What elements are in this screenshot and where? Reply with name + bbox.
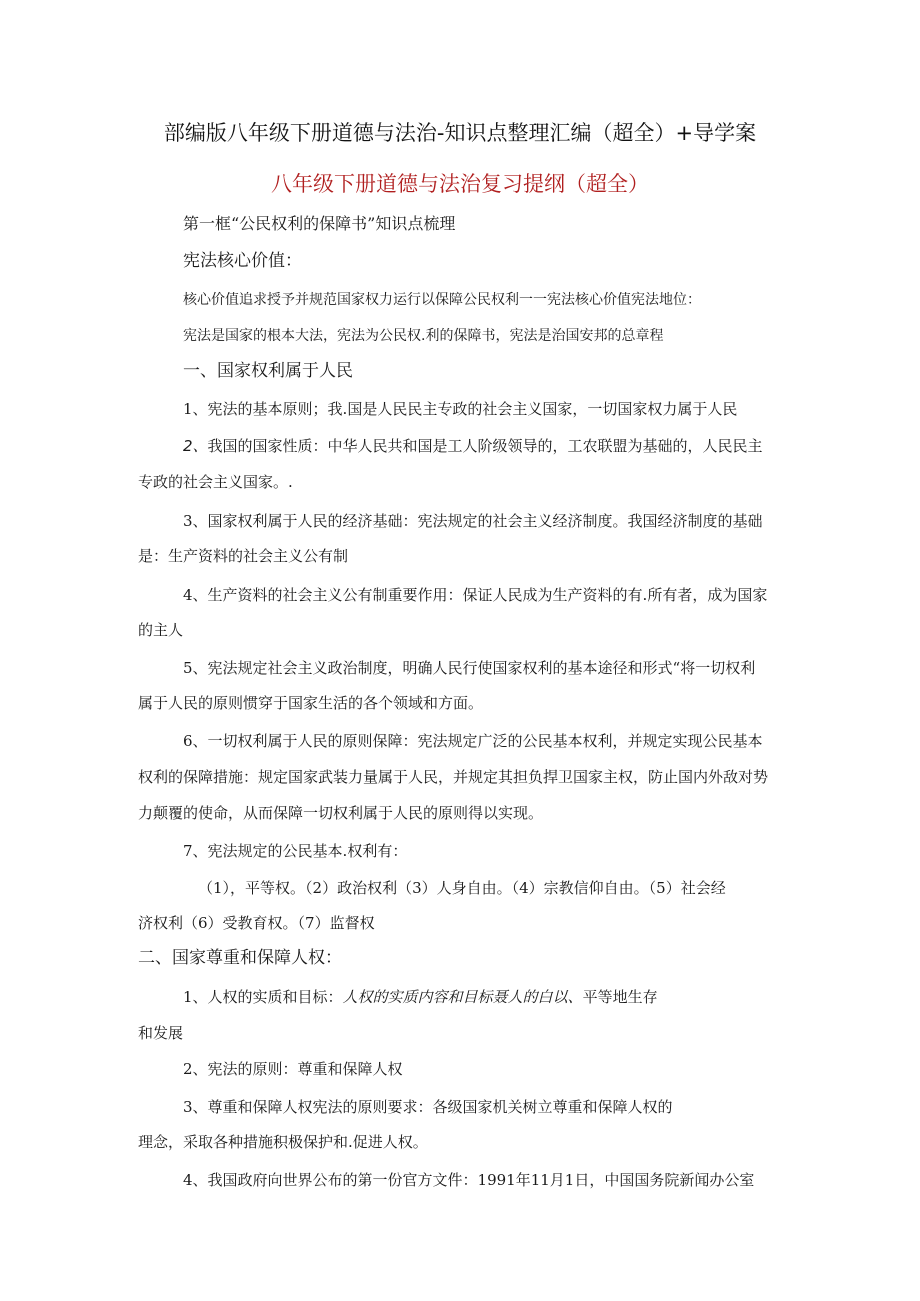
section-2-heading: 二、国家尊重和保障人权： bbox=[138, 948, 342, 968]
section-2-paragraph-1-line-1 bbox=[183, 987, 658, 1007]
sub-title: 八年级下册道德与法治复习提纲（超全） bbox=[271, 172, 649, 196]
section-2-paragraph-3-line-1: 3、尊重和保障人权宪法的原则要求：各级国家机关树立尊重和保障人权的 bbox=[183, 1098, 673, 1116]
section-1-paragraph-6-line-2: 权利的保障措施：规定国家武装力量属于人民，并规定其担负捍卫国家主权，防止国内外敌对势 bbox=[138, 768, 769, 786]
section-1-paragraph-2-line-1 bbox=[183, 436, 763, 456]
rights-list-line-2: 济权利（6）受教育权。（7）监督权 bbox=[138, 914, 375, 932]
paragraph-1-italic: 人权的实质内容和目标聂人的白以、 bbox=[342, 988, 583, 1006]
section-2-paragraph-1-line-2: 和发展 bbox=[138, 1024, 184, 1042]
core-value-text: 核心价值追求授予并规范国家权力运行以保障公民权利一一宪法核心价值宪法地位： bbox=[183, 292, 701, 308]
section-1-paragraph-2-line-2: 专政的社会主义国家。. bbox=[138, 473, 293, 491]
constitution-status-text: 宪法是国家的根本大法，宪法为公民权.利的保障书，宪法是治国安邦的总章程 bbox=[183, 328, 664, 344]
section-1-heading: 一、国家权利属于人民 bbox=[183, 361, 353, 381]
paragraph-2-number: 2、 bbox=[183, 437, 208, 455]
section-1-paragraph-5-line-1: 5、宪法规定社会主义政治制度，明确人民行使国家权利的基本途径和形式“将一切权利 bbox=[183, 659, 756, 677]
framework-heading: 第一框“公民权利的保障书”知识点梳理 bbox=[183, 214, 456, 233]
paragraph-2-text: 我国的国家性质：中华人民共和国是工人阶级领导的，工农联盟为基础的，人民民主 bbox=[207, 437, 763, 455]
paragraph-1-suffix: 平等地生存 bbox=[582, 988, 658, 1006]
section-2-paragraph-3-line-2: 理念，采取各种措施积极保护和.促进人权。 bbox=[138, 1133, 428, 1151]
core-value-heading: 宪法核心价值： bbox=[183, 251, 302, 271]
section-1-paragraph-6-line-1: 6、一切权利属于人民的原则保障：宪法规定广泛的公民基本权利，并规定实现公民基本 bbox=[183, 732, 763, 750]
section-1-paragraph-3-line-1: 3、国家权利属于人民的经济基础：宪法规定的社会主义经济制度。我国经济制度的基础 bbox=[183, 512, 763, 530]
section-1-paragraph-4-line-1: 4、生产资料的社会主义公有制重要作用：保证人民成为生产资料的有.所有者，成为国家 bbox=[183, 586, 768, 604]
section-2-paragraph-2: 2、宪法的原则：尊重和保障人权 bbox=[183, 1060, 403, 1078]
section-1-paragraph-4-line-2: 的主人 bbox=[138, 621, 184, 639]
section-1-paragraph-3-line-2: 是：生产资料的社会主义公有制 bbox=[138, 547, 349, 565]
section-1-paragraph-1: 1、宪法的基本原则；我.国是人民民主专政的社会主义国家，一切国家权力属于人民 bbox=[183, 400, 738, 418]
section-2-paragraph-4: 4、我国政府向世界公布的第一份官方文件：1991年11月1日，中国国务院新闻办公室 bbox=[183, 1171, 755, 1189]
section-1-paragraph-5-line-2: 属于人民的原则惯穿于国家生活的各个领域和方面。 bbox=[138, 694, 484, 712]
rights-list-line-1: （1），平等权。（2）政治权利（3）人身自由。（4）宗教信仰自由。（5）社会经 bbox=[198, 879, 726, 897]
section-1-paragraph-6-line-3: 力颠覆的使命，从而保障一切权利属于人民的原则得以实现。 bbox=[138, 804, 544, 822]
paragraph-1-prefix: 1、人权的实质和目标： bbox=[183, 988, 343, 1006]
main-title: 部编版八年级下册道德与法治-知识点整理汇编（超全）+导学案 bbox=[163, 121, 757, 145]
section-1-paragraph-7: 7、宪法规定的公民基本.权利有： bbox=[183, 842, 408, 860]
